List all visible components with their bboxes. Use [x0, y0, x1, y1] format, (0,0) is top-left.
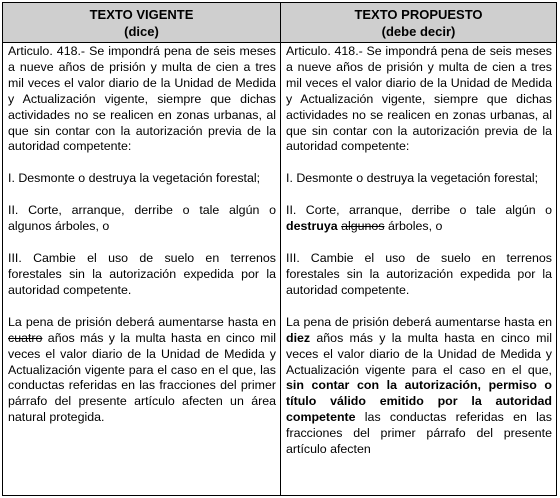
column-header-current — [3, 3, 280, 43]
paragraph-penalty — [286, 315, 552, 458]
penalty-text-b: años más y la multa hasta en cinco mil veces el valor diario de la Unidad de Medida y Actualización vigente para el caso en el que, las conductas referidas en las fracciones del primer párrafo del presente artículo afecten un área natural protegida. — [8, 330, 276, 425]
fraction-ii-text-a: II. Corte, arranque, derribe o tale algún o — [286, 203, 552, 218]
column-proposed-text — [281, 3, 556, 495]
column-body-proposed — [281, 43, 556, 458]
paragraph-article: Articulo. 418.- Se impondrá pena de seis meses a nueve años de prisión y multa de cien a tres mil veces el valor diario de la Unidad de Medida y Actualización vigente, siempre que dichas actividades no se realicen en zonas urbanas, al que sin contar con la autorización previa de la autoridad competente: — [8, 44, 276, 154]
struck-word: algunos — [341, 219, 385, 234]
paragraph-fraction-i: I. Desmonte o destruya la vegetación forestal; — [8, 171, 261, 186]
inserted-phrase: sin contar con la autorización, permiso o título válido emitido por la autoridad competente — [286, 378, 552, 425]
paragraph-fraction-i: I. Desmonte o destruya la vegetación forestal; — [286, 171, 539, 186]
column-header-proposed — [281, 3, 556, 43]
column-current-text — [3, 3, 281, 495]
header-subtitle-current: (dice) — [124, 24, 159, 39]
comparison-table — [2, 2, 557, 496]
paragraph-fraction-ii — [286, 203, 552, 235]
header-title-proposed: TEXTO PROPUESTO — [354, 7, 483, 22]
penalty-text-b: años más y la multa hasta en cinco mil veces el valor diario de la Unidad de Medida y Actualización vigente para el caso en el que, — [286, 330, 552, 377]
inserted-word: destruya — [286, 219, 338, 234]
struck-word: cuatro — [8, 330, 43, 345]
penalty-text-a: La pena de prisión deberá aumentarse hasta en — [8, 314, 276, 329]
paragraph-article: Articulo. 418.- Se impondrá pena de seis meses a nueve años de prisión y multa de cien a tres mil veces el valor diario de la Unidad de Medida y Actualización vigente, siempre que dichas actividades no se realicen en zonas urbanas, al que sin contar con la autorización previa de la autoridad competente: — [286, 44, 552, 154]
header-subtitle-proposed: (debe decir) — [381, 24, 456, 39]
inserted-word: diez — [286, 330, 311, 345]
penalty-text-c: las conductas referidas en las fracciones del primer párrafo del presente artículo afecten — [286, 410, 552, 457]
paragraph-fraction-iii: III. Cambie el uso de suelo en terrenos forestales sin la autorización expedida por la autoridad competente. — [8, 251, 276, 297]
paragraph-fraction-ii: II. Corte, arranque, derribe o tale algún o algunos árboles, o — [8, 203, 276, 234]
column-body-current — [3, 43, 280, 426]
paragraph-fraction-iii: III. Cambie el uso de suelo en terrenos forestales sin la autorización expedida por la autoridad competente. — [286, 251, 552, 297]
header-title-current: TEXTO VIGENTE — [89, 7, 194, 22]
paragraph-penalty — [8, 315, 276, 426]
penalty-text-a: La pena de prisión deberá aumentarse hasta en — [286, 314, 552, 329]
fraction-ii-text-b: árboles, o — [384, 219, 443, 234]
